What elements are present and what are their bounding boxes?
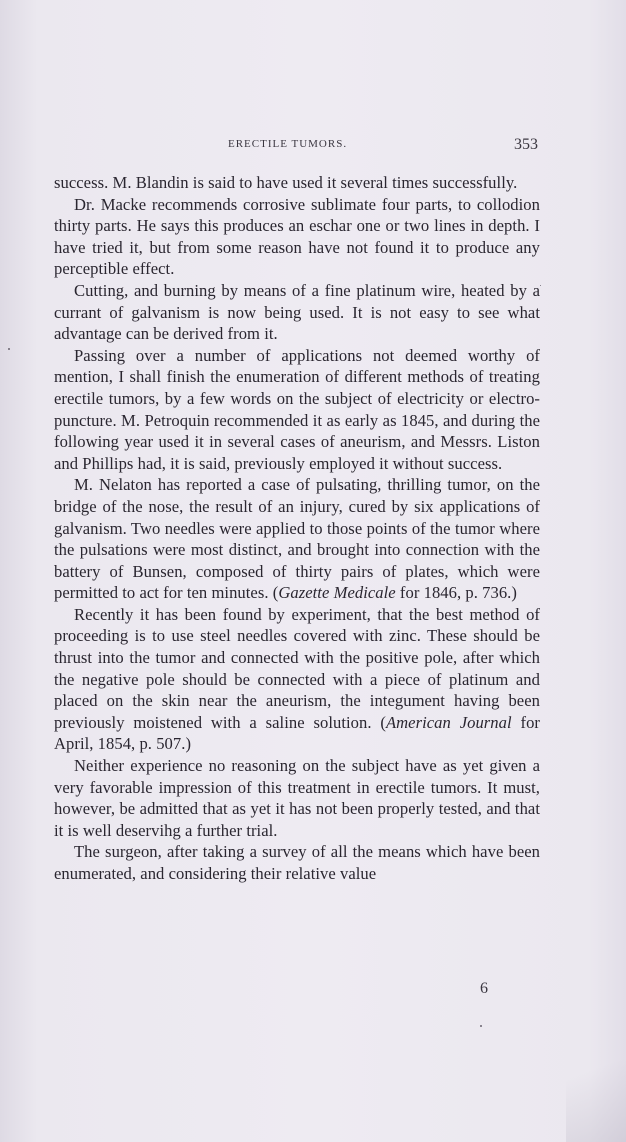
paper-spot <box>540 285 541 286</box>
paragraph-5 <box>54 474 540 604</box>
page-number: 353 <box>514 136 538 153</box>
paragraph-6-text: Recently it has been found by experiment, that the best method of proceeding is to use steel needles covered with zinc. These should be thrust into the tumor and connected with the positive pole, after which the negative pole should be connected with a piece of platinum and placed on the skin near the aneurism, the integument having been previously moistened with a saline solution. ( <box>54 604 540 732</box>
paragraph-6-text-end: for April, 1854, p. 507.) <box>54 712 540 754</box>
paragraph-4: Passing over a number of applications not deemed worthy of mention, I shall finish the enumeration of different methods of treating erectile tumors, by a few words on the subject of electricity or electro-puncture. M. Petroquin recommended it as early as 1845, and during the following year used it in several cases of aneurism, and Messrs. Liston and Phillips had, it is said, previously employed it without success. <box>54 345 540 473</box>
paragraph-5-text-end: for 1846, p. 736.) <box>395 583 517 603</box>
paragraph-6 <box>54 604 540 755</box>
paragraph-3: Cutting, and burning by means of a fine platinum wire, heated by a currant of galvanism is now being used. It is not easy to see what advantage can be derived from it. <box>54 280 540 344</box>
citation-gazette-medicale: Gazette Medicale <box>278 583 396 603</box>
running-title: ERECTILE TUMORS. <box>228 138 348 150</box>
paragraph-2: Dr. Macke recommends corrosive sublimate four parts, to collodion thirty parts. He says this produces an eschar one or two lines in depth. I have tried it, but from some reason have not found it to produce any perceptible effect. <box>54 194 540 279</box>
page-corner-shadow <box>566 1022 626 1142</box>
body-text <box>54 172 540 885</box>
paragraph-7: Neither experience no reasoning on the subject have as yet given a very favorable impression of this treatment in erectile tumors. It must, however, be admitted that as yet it has not been properly tested, and that it is well deservihg a further trial. <box>54 756 540 840</box>
paragraph-8: The surgeon, after taking a survey of all the means which have been enumerated, and considering their relative value <box>54 842 540 883</box>
paragraph-5-text: M. Nelaton has reported a case of pulsating, thrilling tumor, on the bridge of the nose, the result of an injury, cured by six applications of galvanism. Two needles were applied to those points of the tumor where the pulsations were most distinct, and brought into connection with the battery of Bunsen, composed of thirty pairs of plates, which were permitted to act for ten minutes. ( <box>54 475 540 603</box>
paper-spot <box>480 1025 482 1027</box>
paragraph-1: success. M. Blandin is said to have used it several times successfully. <box>54 173 518 192</box>
page-header <box>54 136 538 156</box>
paper-spot <box>8 348 10 350</box>
signature-mark: 6 <box>480 980 488 997</box>
citation-american-journal: American Journal <box>385 712 512 732</box>
